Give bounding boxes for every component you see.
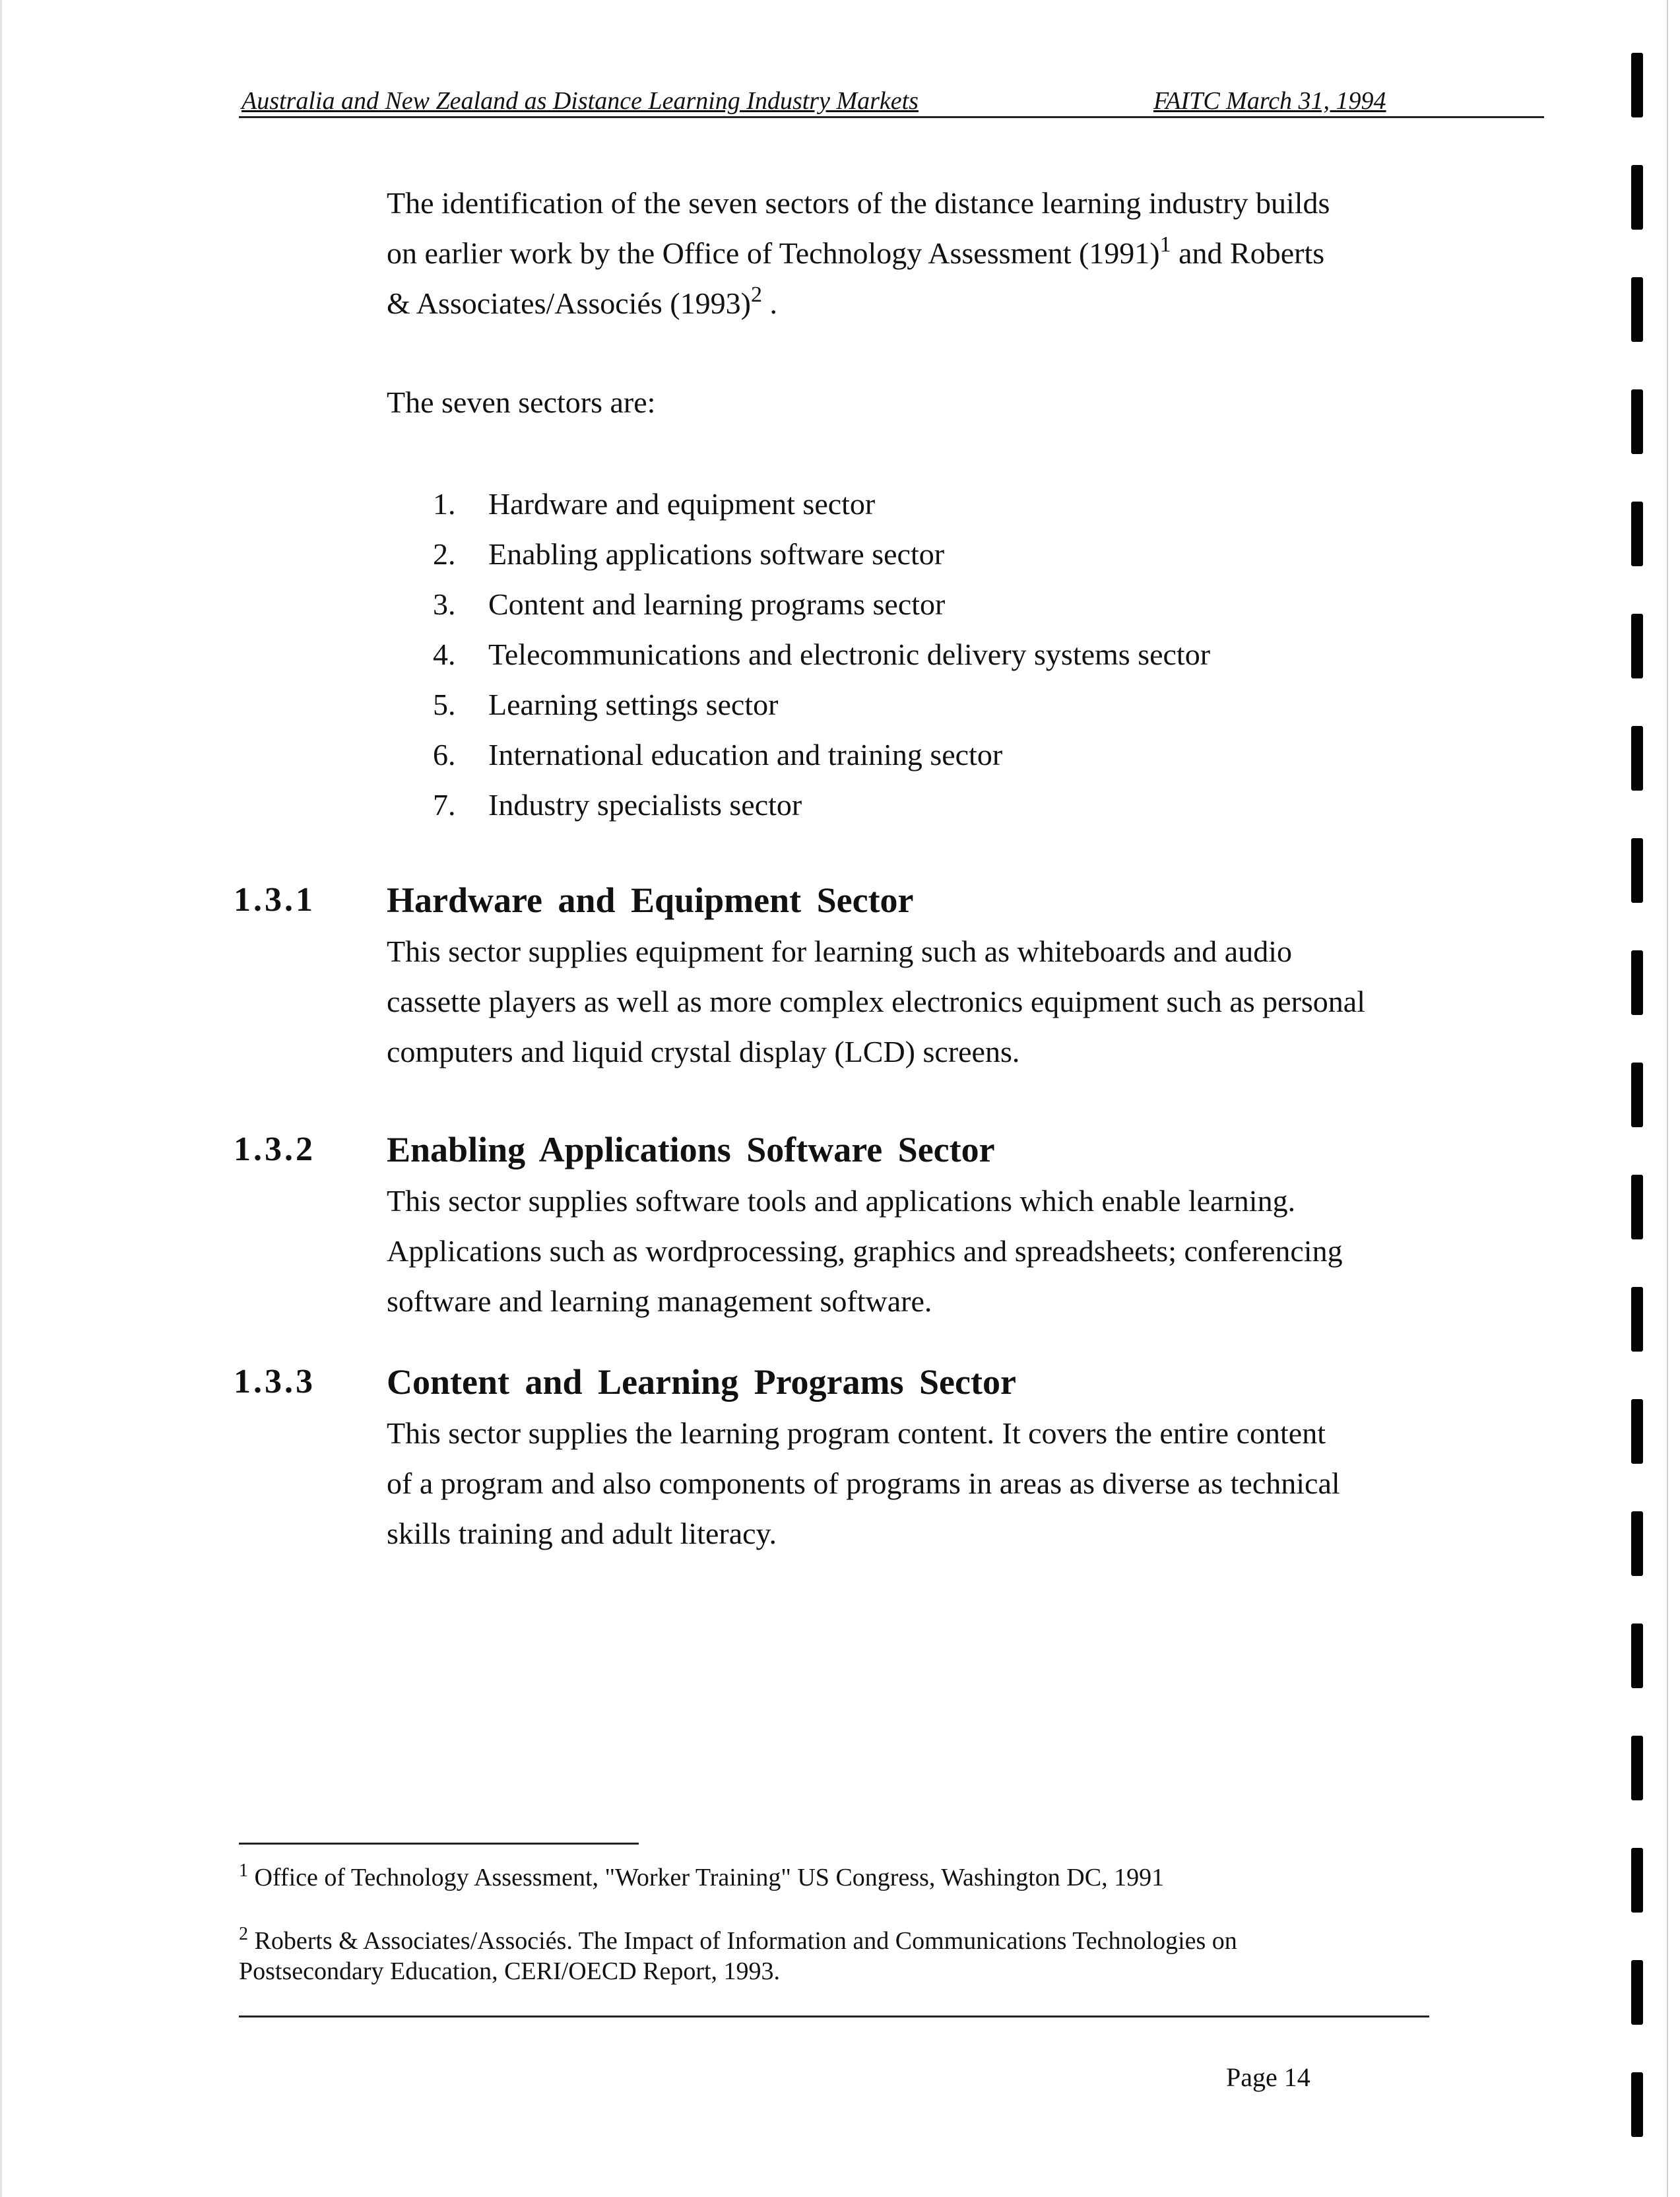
body-line: software and learning management software. xyxy=(387,1284,932,1318)
list-item-label: Learning settings sector xyxy=(488,688,779,721)
list-item xyxy=(433,680,1210,730)
list-item-number: 3. xyxy=(433,587,456,621)
intro-paragraph xyxy=(387,178,1330,329)
binding-hole xyxy=(1631,950,1643,1015)
list-item xyxy=(433,579,1210,630)
body-line: cassette players as well as more complex electronics equipment such as personal xyxy=(387,985,1365,1018)
footnote-line: Postsecondary Education, CERI/OECD Report, 1993. xyxy=(239,1957,781,1985)
footnote-2 xyxy=(239,1926,1237,1986)
binding-hole xyxy=(1631,1399,1643,1464)
body-line: This sector supplies software tools and applications which enable learning. xyxy=(387,1184,1296,1218)
list-item-label: Hardware and equipment sector xyxy=(488,487,876,521)
list-item xyxy=(433,529,1210,579)
footnote-line xyxy=(239,1926,1237,1956)
list-item xyxy=(433,630,1210,680)
binding-hole xyxy=(1631,2072,1643,2137)
sectors-intro: The seven sectors are: xyxy=(387,385,656,419)
body-line: skills training and adult literacy. xyxy=(387,1517,777,1550)
intro-line-1: The identification of the seven sectors of the distance learning industry builds xyxy=(387,186,1330,220)
footnote-text: Office of Technology Assessment, "Worker Training" US Congress, Washington DC, 1991 xyxy=(254,1864,1165,1891)
list-item-number: 7. xyxy=(433,788,456,822)
list-item-number: 6. xyxy=(433,738,456,771)
footnote-mark: 1 xyxy=(239,1860,248,1881)
list-item xyxy=(433,730,1210,780)
body-line: of a program and also components of programs in areas as diverse as technical xyxy=(387,1466,1340,1500)
footnote-1 xyxy=(239,1862,1164,1893)
intro-line-3-tail: . xyxy=(761,286,777,320)
footnote-ref-2[interactable]: 2 xyxy=(750,282,762,307)
list-item-number: 2. xyxy=(433,537,456,571)
binding-hole xyxy=(1631,1960,1643,2025)
binding-hole xyxy=(1631,1063,1643,1127)
list-item-label: Industry specialists sector xyxy=(488,788,802,822)
list-item xyxy=(433,479,1210,529)
section-heading-software: Enabling Applications Software Sector xyxy=(387,1130,995,1169)
body-line: computers and liquid crystal display (LCD) screens. xyxy=(387,1035,1020,1068)
binding-hole xyxy=(1631,277,1643,342)
sectors-list xyxy=(433,479,1210,830)
list-item-label: Content and learning programs sector xyxy=(488,587,946,621)
list-item-number: 1. xyxy=(433,487,456,521)
intro-line-3-text: & Associates/Associés (1993) xyxy=(387,286,751,320)
intro-line-3 xyxy=(387,279,1330,329)
binding-hole xyxy=(1631,726,1643,791)
binding-hole xyxy=(1631,502,1643,566)
footnote-ref-1[interactable]: 1 xyxy=(1159,232,1171,257)
section-heading-content: Content and Learning Programs Sector xyxy=(387,1362,1016,1402)
footer-rule xyxy=(239,2016,1429,2017)
list-item xyxy=(433,780,1210,830)
intro-line-2-tail: and Roberts xyxy=(1171,236,1325,270)
binding-hole xyxy=(1631,165,1643,230)
running-header-title: Australia and New Zealand as Distance Learning Industry Markets xyxy=(242,87,919,115)
section-body-software xyxy=(387,1176,1343,1327)
section-number-1-3-1: 1.3.1 xyxy=(234,881,315,919)
scan-left-edge xyxy=(0,0,2,2197)
list-item-label: Enabling applications software sector xyxy=(488,537,945,571)
page-number: Page 14 xyxy=(1226,2062,1310,2092)
list-item-number: 5. xyxy=(433,688,456,721)
section-heading-hardware: Hardware and Equipment Sector xyxy=(387,880,914,920)
section-body-hardware xyxy=(387,927,1365,1077)
section-number-1-3-2: 1.3.2 xyxy=(234,1131,315,1168)
body-line: Applications such as wordprocessing, graphics and spreadsheets; conferencing xyxy=(387,1234,1343,1268)
binding-hole xyxy=(1631,53,1643,117)
binding-hole xyxy=(1631,1175,1643,1239)
section-body-content xyxy=(387,1408,1340,1559)
list-item-label: International education and training sector xyxy=(488,738,1003,771)
list-item-number: 4. xyxy=(433,638,456,671)
binding-hole xyxy=(1631,1848,1643,1913)
list-item-label: Telecommunications and electronic delivery systems sector xyxy=(488,638,1211,671)
binding-hole xyxy=(1631,1287,1643,1352)
binding-hole xyxy=(1631,1623,1643,1688)
binding-hole xyxy=(1631,614,1643,678)
body-line: This sector supplies equipment for learning such as whiteboards and audio xyxy=(387,935,1293,968)
binding-hole xyxy=(1631,1736,1643,1800)
intro-line-2 xyxy=(387,228,1330,279)
footnote-text: Roberts & Associates/Associés. The Impact of Information and Communications Technologies on xyxy=(254,1927,1237,1955)
running-header-date: FAITC March 31, 1994 xyxy=(1153,87,1386,115)
intro-line-2-text: on earlier work by the Office of Technology Assessment (1991) xyxy=(387,236,1160,270)
scan-right-edge xyxy=(1667,0,1668,2197)
body-line: This sector supplies the learning program content. It covers the entire content xyxy=(387,1416,1326,1450)
header-rule xyxy=(239,116,1544,118)
binding-hole xyxy=(1631,389,1643,454)
section-number-1-3-3: 1.3.3 xyxy=(234,1363,315,1400)
footnote-rule xyxy=(239,1843,639,1845)
binding-hole xyxy=(1631,1511,1643,1576)
binding-hole xyxy=(1631,838,1643,903)
footnote-mark: 2 xyxy=(239,1924,248,1944)
